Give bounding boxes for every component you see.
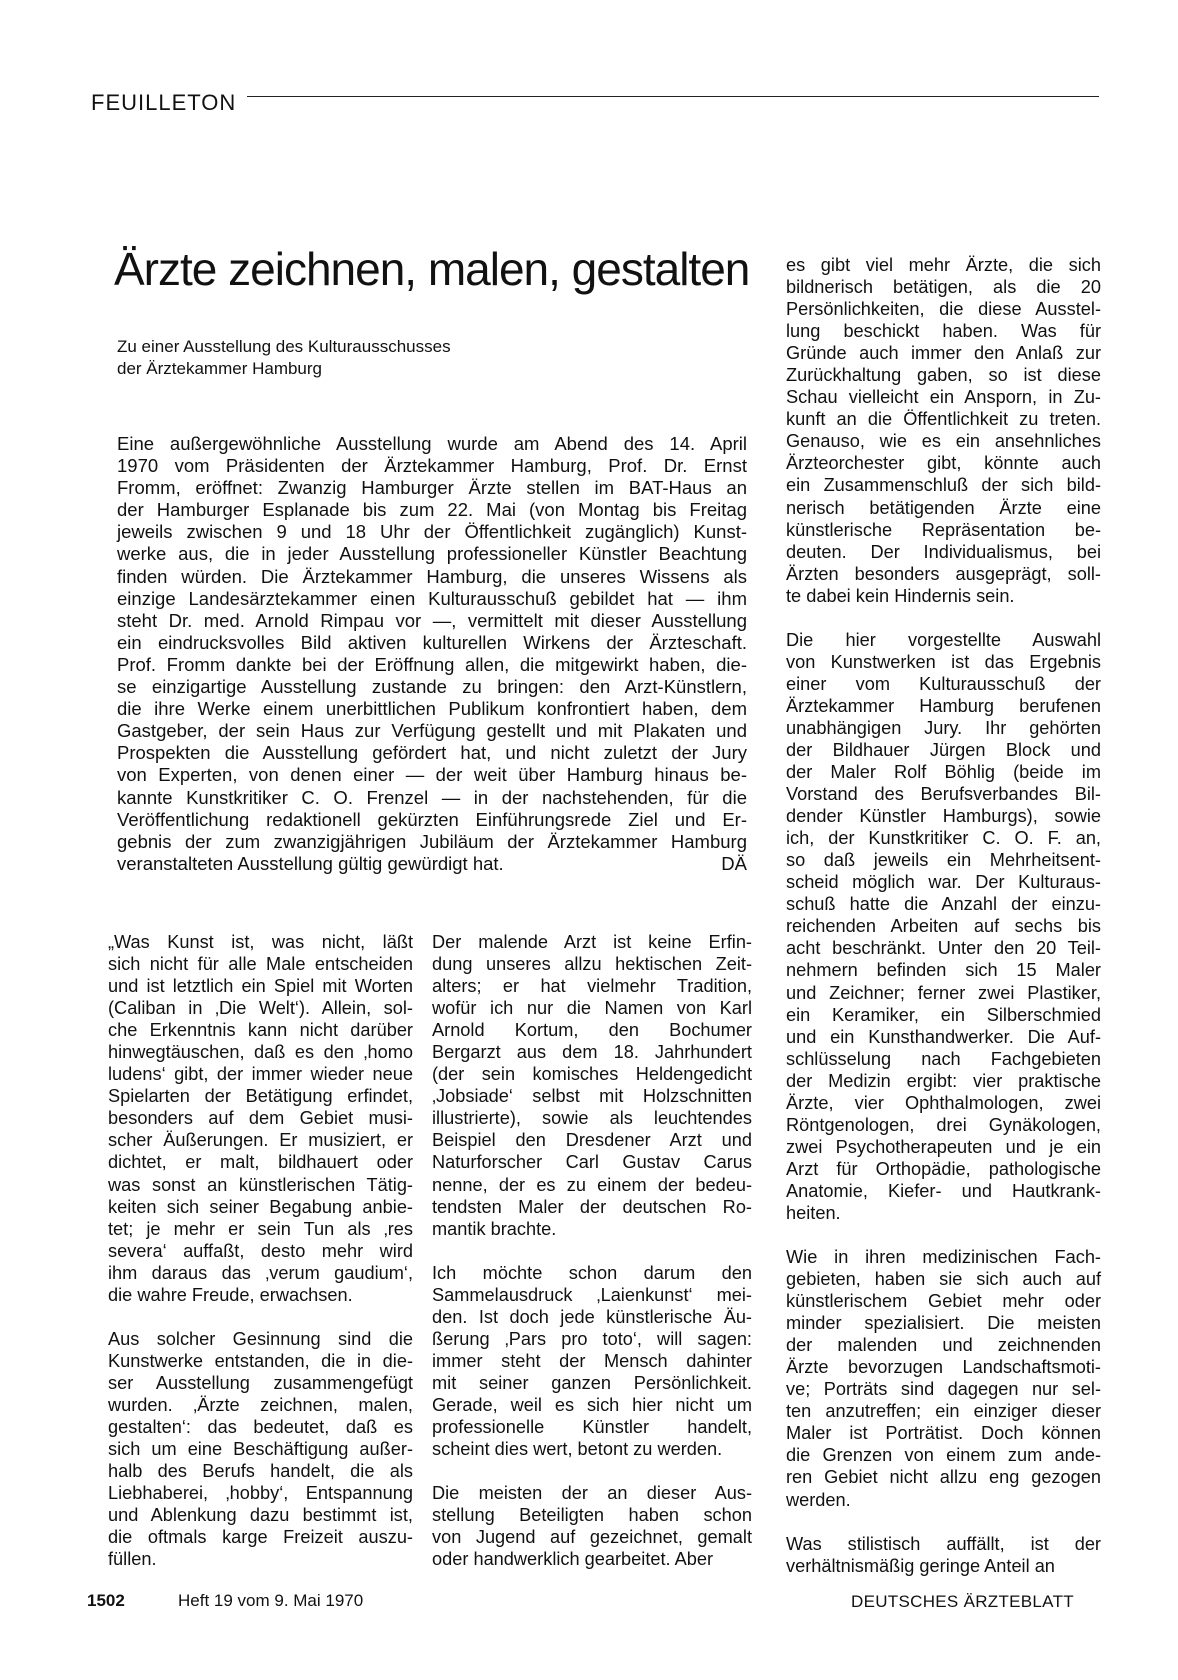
text-line: halb des Berufs handelt, die als xyxy=(108,1461,413,1482)
text-line: Maler ist Porträtist. Doch können xyxy=(786,1423,1101,1444)
text-line: einer vom Kulturausschuß der xyxy=(786,673,1101,694)
text-line: nenne, der es zu einem der bedeu- xyxy=(432,1174,752,1195)
text-line: zwei Psychotherapeuten und je ein xyxy=(786,1136,1101,1157)
text-line: sich um eine Beschäftigung außer- xyxy=(108,1439,413,1460)
text-line: Spielarten der Betätigung erfindet, xyxy=(108,1086,413,1107)
subtitle xyxy=(117,336,737,380)
text-line: Der malende Arzt ist keine Erfin- xyxy=(432,932,752,952)
text-line: deuten. Der Individualismus, bei xyxy=(786,541,1101,562)
lead-line: jeweils zwischen 9 und 18 Uhr der Öffentlichkeit zugänglich) Kunst- xyxy=(117,521,747,543)
lead-line: veranstalteten Ausstellung gültig gewürdigt hat. xyxy=(117,852,504,874)
text-line: von Jugend auf gezeichnet, gemalt xyxy=(432,1527,752,1548)
lead-line: Prof. Fromm dankte bei der Eröffnung allen, die mitgewirkt haben, die- xyxy=(117,653,747,675)
text-line: wofür ich nur die Namen von Karl xyxy=(432,998,752,1019)
lead-line: se einzigartige Ausstellung zustande zu bringen: den Arzt-Künstlern, xyxy=(117,676,747,698)
body-column-1 xyxy=(108,931,413,1570)
text-line: Ärztekammer Hamburg berufenen xyxy=(786,695,1101,716)
lead-line: einzige Landesärztekammer einen Kulturausschuß gebildet hat — ihm xyxy=(117,587,747,609)
text-line: mantik brachte. xyxy=(432,1218,557,1239)
text-line: schlüsselung nach Fachgebieten xyxy=(786,1048,1101,1069)
text-line: Aus solcher Gesinnung sind die xyxy=(108,1328,413,1349)
lead-line: von Experten, von denen einer — der weit über Hamburg hinaus be- xyxy=(117,764,747,786)
text-line: der Maler Rolf Böhlig (beide im xyxy=(786,762,1101,783)
text-line: ich, der Kunstkritiker C. O. F. an, xyxy=(786,828,1101,849)
text-line: die wahre Freude, erwachsen. xyxy=(108,1284,353,1305)
text-line: Liebhaberei, ‚hobby‘, Entspannung xyxy=(108,1483,413,1504)
text-line: Röntgenologen, drei Gynäkologen, xyxy=(786,1114,1101,1135)
lead-line: Veröffentlichung redaktionell gekürzten Einführungsrede Ziel und Er- xyxy=(117,808,747,830)
text-line: nehmern befinden sich 15 Maler xyxy=(786,960,1101,981)
lead-line: 1970 vom Präsidenten der Ärztekammer Hamburg, Prof. Dr. Ernst xyxy=(117,455,747,477)
lead-line: gebnis der zum zwanzigjährigen Jubiläum der Ärztekammer Hamburg xyxy=(117,830,747,852)
text-line: Schau vielleicht ein Ansporn, in Zu- xyxy=(786,387,1101,408)
text-line: acht beschränkt. Unter den 20 Teil- xyxy=(786,938,1101,959)
text-line: künstlerische Repräsentation be- xyxy=(786,519,1101,540)
text-line: der Medizin ergibt: vier praktische xyxy=(786,1070,1101,1091)
lead-last-line xyxy=(117,853,747,875)
lead-line: Fromm, eröffnet: Zwanzig Hamburger Ärzte stellen im BAT-Haus an xyxy=(117,477,747,499)
text-line: ßerung ‚Pars pro toto‘, will sagen: xyxy=(432,1328,752,1349)
headline: Ärzte zeichnen, malen, gestalten xyxy=(114,243,750,295)
subtitle-line: der Ärztekammer Hamburg xyxy=(117,359,323,378)
header-rule xyxy=(247,96,1099,97)
text-line: besonders auf dem Gebiet musi- xyxy=(108,1108,413,1129)
text-line: Ärzte, vier Ophthalmologen, zwei xyxy=(786,1092,1101,1113)
lead-paragraph xyxy=(117,433,747,875)
text-line: füllen. xyxy=(108,1549,157,1570)
text-line: Die meisten der an dieser Aus- xyxy=(432,1483,752,1504)
text-line: ve; Porträts sind dagegen nur sel- xyxy=(786,1379,1101,1400)
body-paragraph xyxy=(786,629,1101,1224)
body-paragraph xyxy=(432,1262,752,1460)
text-line: ren Gebiet nicht allzu eng gezogen xyxy=(786,1467,1101,1488)
text-line: ‚Jobsiade‘ selbst mit Holzschnitten xyxy=(432,1086,752,1107)
text-line: dichtet, er malt, bildhauert oder xyxy=(108,1152,413,1173)
text-line: es gibt viel mehr Ärzte, die sich xyxy=(786,255,1101,275)
text-line: der Bildhauer Jürgen Block und xyxy=(786,739,1101,760)
text-line: Wie in ihren medizinischen Fach- xyxy=(786,1247,1101,1268)
text-line: te dabei kein Hindernis sein. xyxy=(786,585,1015,606)
body-paragraph xyxy=(786,1246,1101,1511)
text-line: Gründe auch immer den Anlaß zur xyxy=(786,343,1101,364)
text-line: ludens‘ gibt, der immer wieder neue xyxy=(108,1064,413,1085)
text-line: stellung Beteiligten haben schon xyxy=(432,1505,752,1526)
text-line: und Zeichner; ferner zwei Plastiker, xyxy=(786,982,1101,1003)
text-line: schuß hatte die Anzahl der einzu- xyxy=(786,894,1101,915)
text-line: (Caliban in ‚Die Welt‘). Allein, sol- xyxy=(108,998,413,1019)
text-line: verhältnismäßig geringe Anteil an xyxy=(786,1555,1055,1576)
text-line: gebieten, haben sie sich auch auf xyxy=(786,1269,1101,1290)
lead-line: die ihre Werke einem unerbittlichen Publikum konfrontiert haben, dem xyxy=(117,698,747,720)
text-line: Sammelausdruck ‚Laienkunst‘ mei- xyxy=(432,1284,752,1305)
text-line: professionelle Künstler handelt, xyxy=(432,1416,752,1437)
lead-line: Gastgeber, der sein Haus zur Verfügung gestellt und mit Plakaten und xyxy=(117,720,747,742)
text-line: oder handwerklich gearbeitet. Aber xyxy=(432,1549,714,1570)
lead-line: werke aus, die in jeder Ausstellung professioneller Künstler Beachtung xyxy=(117,543,747,565)
text-line: (der sein komisches Heldengedicht xyxy=(432,1064,752,1085)
text-line: die oftmals karge Freizeit auszu- xyxy=(108,1527,413,1548)
text-line: sich nicht für alle Male entscheiden xyxy=(108,954,413,975)
text-line: werden. xyxy=(786,1489,851,1510)
text-line: nerisch betätigenden Ärzte eine xyxy=(786,497,1101,518)
body-paragraph xyxy=(432,1482,752,1570)
text-line: Ärzten besonders ausgeprägt, soll- xyxy=(786,563,1101,584)
body-paragraph xyxy=(786,254,1101,607)
lead-line: der Hamburger Esplanade bis zum 22. Mai (von Montag bis Freitag xyxy=(117,499,747,521)
text-line: Beispiel den Dresdener Arzt und xyxy=(432,1130,752,1151)
lead-line: Prospekten die Ausstellung gefördert hat, und nicht zuletzt der Jury xyxy=(117,742,747,764)
text-line: so daß jeweils ein Mehrheitsent- xyxy=(786,850,1101,871)
text-line: kunft an die Öffentlichkeit zu treten. xyxy=(786,409,1101,430)
text-line: minder spezialisiert. Die meisten xyxy=(786,1313,1101,1334)
text-line: Persönlichkeiten, die diese Ausstel- xyxy=(786,299,1101,320)
text-line: Kunstwerke entstanden, die in die- xyxy=(108,1350,413,1371)
body-paragraph xyxy=(432,931,752,1240)
text-line: lung beschickt haben. Was für xyxy=(786,321,1101,342)
text-line: scher Äußerungen. Er musiziert, er xyxy=(108,1130,413,1151)
text-line: „Was Kunst ist, was nicht, läßt xyxy=(108,932,413,952)
text-line: hinwegtäuschen, daß es den ‚homo xyxy=(108,1042,413,1063)
lead-line: Eine außergewöhnliche Ausstellung wurde am Abend des 14. April xyxy=(117,433,747,454)
text-line: Die hier vorgestellte Auswahl xyxy=(786,629,1101,650)
author-signature: DÄ xyxy=(721,852,747,874)
text-line: den. Ist doch jede künstlerische Äu- xyxy=(432,1306,752,1327)
lead-line: ein eindrucksvolles Bild aktiven kulturellen Wirkens der Ärzteschaft. xyxy=(117,631,747,653)
text-line: und Ablenkung dazu bestimmt ist, xyxy=(108,1505,413,1526)
text-line: Ärzteorchester gibt, könnte auch xyxy=(786,453,1101,474)
text-line: und ist letztlich ein Spiel mit Worten xyxy=(108,976,413,997)
text-line: severa‘ auffaßt, desto mehr wird xyxy=(108,1240,413,1261)
text-line: ser Ausstellung zusammengefügt xyxy=(108,1372,413,1393)
text-line: reichenden Arbeiten auf sechs bis xyxy=(786,916,1101,937)
issue-info: Heft 19 vom 9. Mai 1970 xyxy=(178,1591,364,1610)
text-line: alters; er hat vielmehr Tradition, xyxy=(432,976,752,997)
text-line: Zurückhaltung gaben, so ist diese xyxy=(786,365,1101,386)
text-line: mit seiner ganzen Persönlichkeit. xyxy=(432,1372,752,1393)
text-line: che Erkenntnis kann nicht darüber xyxy=(108,1020,413,1041)
text-line: unabhängigen Jury. Ihr gehörten xyxy=(786,717,1101,738)
text-line: und ein Kunsthandwerker. Die Auf- xyxy=(786,1026,1101,1047)
body-column-2 xyxy=(432,931,752,1570)
text-line: tendsten Maler der deutschen Ro- xyxy=(432,1196,752,1217)
body-paragraph xyxy=(108,1328,413,1571)
text-line: was sonst an künstlerischen Tätig- xyxy=(108,1174,413,1195)
text-line: Anatomie, Kiefer- und Hautkrank- xyxy=(786,1180,1101,1201)
text-line: Naturforscher Carl Gustav Carus xyxy=(432,1152,752,1173)
text-line: dung unseres allzu hektischen Zeit- xyxy=(432,954,752,975)
text-line: die Grenzen von einem zum ande- xyxy=(786,1445,1101,1466)
lead-line: steht Dr. med. Arnold Rimpau vor —, vermittelt mit dieser Ausstellung xyxy=(117,609,747,631)
text-line: Bergarzt aus dem 18. Jahrhundert xyxy=(432,1042,752,1063)
text-line: tet; je mehr er sein Tun als ‚res xyxy=(108,1218,413,1239)
text-line: dender Künstler Hamburgs), sowie xyxy=(786,806,1101,827)
text-line: ihm daraus das ‚verum gaudium‘, xyxy=(108,1262,413,1283)
text-line: wurden. ‚Ärzte zeichnen, malen, xyxy=(108,1394,413,1415)
text-line: gestalten‘: das bedeutet, daß es xyxy=(108,1416,413,1437)
text-line: Was stilistisch auffällt, ist der xyxy=(786,1533,1101,1554)
text-line: immer steht der Mensch dahinter xyxy=(432,1350,752,1371)
subtitle-line: Zu einer Ausstellung des Kulturausschusses xyxy=(117,337,451,356)
page-number: 1502 xyxy=(87,1591,125,1610)
text-line: Ärzte bevorzugen Landschaftsmoti- xyxy=(786,1357,1101,1378)
text-line: ein Zusammenschluß der sich bild- xyxy=(786,475,1101,496)
text-line: Arzt für Orthopädie, pathologische xyxy=(786,1158,1101,1179)
text-line: scheint dies wert, betont zu werden. xyxy=(432,1439,723,1460)
section-label: FEUILLETON xyxy=(91,90,237,115)
text-line: Gerade, weil es sich hier nicht um xyxy=(432,1394,752,1415)
text-line: keiten sich seiner Begabung anbie- xyxy=(108,1196,413,1217)
text-line: Ich möchte schon darum den xyxy=(432,1262,752,1283)
body-column-3 xyxy=(786,254,1101,1577)
text-line: der malenden und zeichnenden xyxy=(786,1335,1101,1356)
text-line: Genauso, wie es ein ansehnliches xyxy=(786,431,1101,452)
lead-line: kannte Kunstkritiker C. O. Frenzel — in der nachstehenden, für die xyxy=(117,786,747,808)
lead-line: finden würden. Die Ärztekammer Hamburg, die unseres Wissens als xyxy=(117,565,747,587)
body-paragraph xyxy=(108,931,413,1306)
text-line: ten anzutreffen; ein einziger dieser xyxy=(786,1401,1101,1422)
text-line: künstlerischem Gebiet mehr oder xyxy=(786,1291,1101,1312)
text-line: bildnerisch betätigen, als die 20 xyxy=(786,277,1101,298)
text-line: heiten. xyxy=(786,1202,841,1223)
text-line: illustrierte), sowie als leuchtendes xyxy=(432,1108,752,1129)
text-line: von Kunstwerken ist das Ergebnis xyxy=(786,651,1101,672)
journal-name: DEUTSCHES ÄRZTEBLATT xyxy=(851,1592,1074,1611)
text-line: scheid möglich war. Der Kulturaus- xyxy=(786,872,1101,893)
text-line: ein Keramiker, ein Silberschmied xyxy=(786,1004,1101,1025)
text-line: Arnold Kortum, den Bochumer xyxy=(432,1020,752,1041)
text-line: Vorstand des Berufsverbandes Bil- xyxy=(786,784,1101,805)
body-paragraph xyxy=(786,1533,1101,1577)
